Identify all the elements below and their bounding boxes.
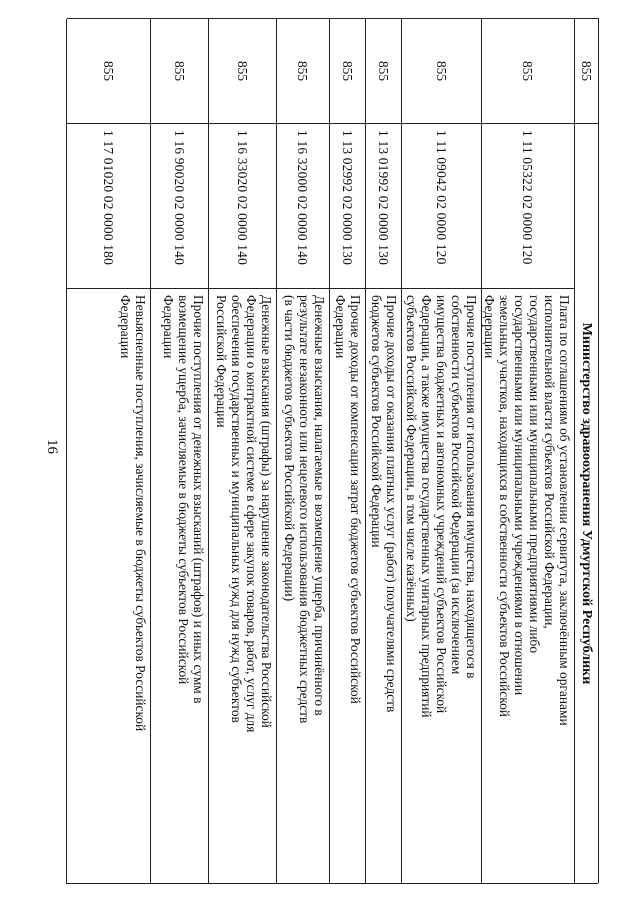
description-line: Денежные взыскания, налагаемые в возмещение ущерба, причинённого в (312, 295, 327, 716)
description-line: субъектов Российской Федерации, в том числе казённых) (404, 295, 419, 622)
page-number: 16 (44, 439, 60, 454)
description-line: возмещение ущерба, зачисляемые в бюджеты субъектов Российской (176, 295, 191, 685)
header-ministry-name: Министерство здравоохранения Удмуртской Республики (574, 124, 598, 884)
description-line: исполнительной власти субъектов Российской Федерации, (542, 295, 557, 629)
row-admin-code: 855 (365, 19, 401, 124)
description-line: Прочие доходы от компенсации затрат бюджетов субъектов Российской (348, 295, 363, 704)
row-kbk-code: 1 13 01992 02 0000 130 (365, 124, 401, 289)
description-line: Федерации (333, 295, 348, 359)
description-line: Прочие поступления от использования имущества, находящегося в (464, 295, 479, 679)
description-line: обеспечения государственных и муниципальных нужд для нужд субъектов (229, 295, 244, 723)
description-line: собственности субъектов Российской Федерации (за исключением (449, 295, 464, 675)
description-line: Федерации (161, 295, 176, 359)
description-line: Невыясненные поступления, зачисляемые в бюджеты субъектов Российской (133, 295, 148, 732)
description-line: Федерации о контрактной системе в сфере закупок товаров, работ, услуг для (244, 295, 259, 733)
row-kbk-code: 1 16 32000 02 0000 140 (276, 124, 329, 289)
description-line: имущества бюджетных и автономных учреждений субъектов Российской (434, 295, 449, 714)
row-description (329, 289, 365, 884)
row-admin-code: 855 (276, 19, 329, 124)
row-description (481, 289, 574, 884)
row-admin-code: 855 (208, 19, 276, 124)
description-line: государственными или муниципальными предприятиями либо (527, 295, 542, 654)
description-line: Российской Федерации (214, 295, 229, 428)
revenue-table (67, 18, 599, 883)
row-description (401, 289, 481, 884)
row-description (365, 289, 401, 884)
row-kbk-code: 1 16 90020 02 0000 140 (150, 124, 208, 289)
row-kbk-code: 1 17 01020 02 0000 180 (66, 124, 150, 289)
description-line: Прочие доходы от оказания платных услуг (работ) получателями средств (384, 295, 399, 713)
row-kbk-code: 1 13 02992 02 0000 130 (329, 124, 365, 289)
description-line: Плата по соглашениям об установлении сервитута, заключённым органами (557, 295, 572, 726)
row-admin-code: 855 (66, 19, 150, 124)
row-admin-code: 855 (481, 19, 574, 124)
row-description (276, 289, 329, 884)
description-line: земельных участков, находящихся в собственности субъектов Российской (497, 295, 512, 717)
description-line: Федерации, а также имущества государственных унитарных предприятий (419, 295, 434, 718)
row-description (66, 289, 150, 884)
row-kbk-code: 1 11 09042 02 0000 120 (401, 124, 481, 289)
header-admin-code: 855 (574, 19, 598, 124)
description-line: Федерации (118, 295, 133, 359)
description-line: Прочие поступления от денежных взысканий (штрафов) и иных сумм в (191, 295, 206, 704)
row-description (208, 289, 276, 884)
description-line: результате незаконного или нецелевого использования бюджетных средств (297, 295, 312, 724)
description-line: бюджетов субъектов Российской Федерации (369, 295, 384, 548)
description-line: государственными или муниципальными учреждениями в отношении (512, 295, 527, 696)
row-kbk-code: 1 16 33020 02 0000 140 (208, 124, 276, 289)
description-line: Федерации (482, 295, 497, 359)
row-admin-code: 855 (401, 19, 481, 124)
row-description (150, 289, 208, 884)
row-admin-code: 855 (150, 19, 208, 124)
description-line: Денежные взыскания (штрафы) за нарушение законодательства Российской (259, 295, 274, 728)
rotated-table-wrapper (67, 18, 599, 883)
row-kbk-code: 1 11 05322 02 0000 120 (481, 124, 574, 289)
description-line: (в части бюджетов субъектов Российской Федерации) (282, 295, 297, 602)
row-admin-code: 855 (329, 19, 365, 124)
